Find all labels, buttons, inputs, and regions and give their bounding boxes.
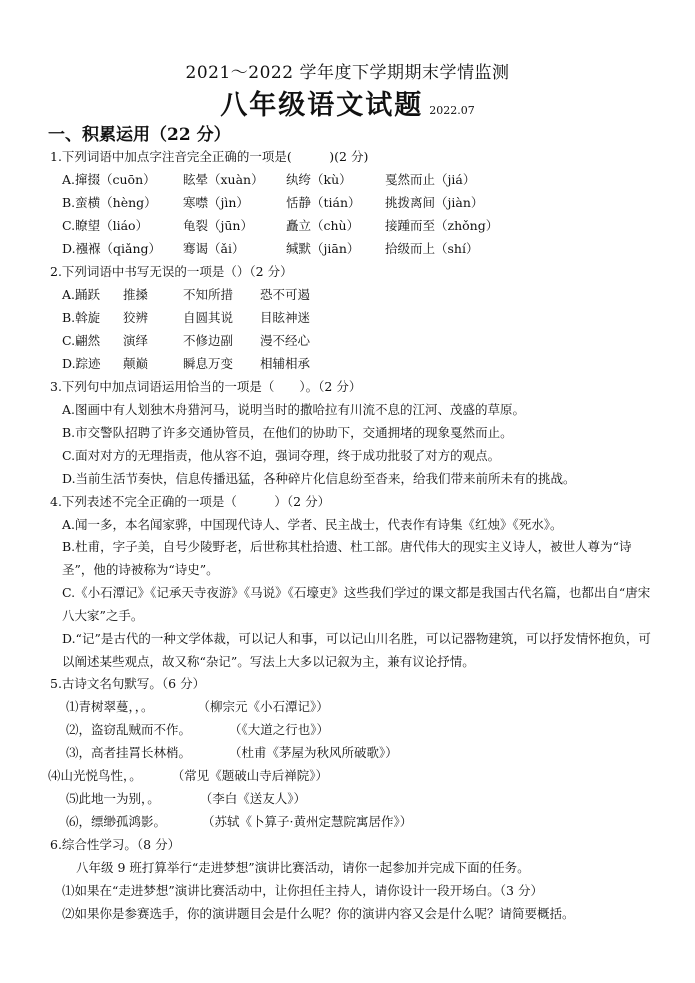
q1-b-4: 挑拨离间（jiàn） <box>385 195 484 210</box>
q3-option-b: B.市交警队招聘了许多交通协管员，在他们的协助下，交通拥堵的现象戛然而止。 <box>62 425 513 440</box>
q1-option-b <box>62 193 483 211</box>
exam-title <box>0 83 695 122</box>
q1-a-3: 纨绔（kù） <box>286 172 352 187</box>
q1-a-1: A.撺掇（cuōn） <box>62 172 156 187</box>
q5-item-4 <box>48 766 328 784</box>
q2-c-4: 漫不经心 <box>260 333 311 348</box>
q1-d-2: 骞谒（ǎi） <box>183 241 245 256</box>
q1-option-d <box>62 239 478 257</box>
q5-item-2 <box>66 720 329 738</box>
q2-d-3: 瞬息万变 <box>183 356 234 371</box>
q5-item-1-text: ⑴青树翠蔓，，。 <box>66 699 154 714</box>
q1-a-2: 眩晕（xuàn） <box>183 172 264 187</box>
q2-b-4: 目眩神迷 <box>260 310 311 325</box>
q5-item-5-text: ⑸此地一为别，。 <box>66 791 160 806</box>
q4-option-c: C.《小石潭记》《记承天寺夜游》《马说》《石壕吏》这些我们学过的课文都是我国古代名篇，也都出自“唐宋八大家”之手。 <box>62 585 651 623</box>
q3-option-d: D.当前生活节奏快，信息传播迅猛，各种碎片化信息纷至沓来，给我们带来前所未有的挑战。 <box>62 471 576 486</box>
exam-title-text: 八年级语文试题 <box>220 90 424 121</box>
q5-item-6 <box>66 812 412 830</box>
section-heading: 一、积累运用（22 分） <box>48 125 231 145</box>
q5-item-2-text: ⑵，盗窃乱贼而不作。 <box>66 722 192 737</box>
q2-b-2: 狡辨 <box>123 310 149 325</box>
q5-item-2-source: （《大道之行也》） <box>229 722 330 737</box>
question-1-stem: 1.下列词语中加点字注音完全正确的一项是( )(2 分) <box>50 149 369 164</box>
q2-option-b <box>62 308 310 326</box>
q2-a-3: 不知所措 <box>183 287 234 302</box>
q1-c-1: C.瞭望（liáo） <box>62 218 149 233</box>
q2-c-3: 不修边副 <box>183 333 234 348</box>
q6-item-1: ⑴如果在“走进梦想”演讲比赛活动中，让你担任主持人，请你设计一段开场白。（3 分） <box>62 883 543 898</box>
q6-item-2: ⑵如果你是参赛选手，你的演讲题目会是什么呢？你的演讲内容又会是什么呢？请简要概括。 <box>62 906 575 921</box>
q4-option-a: A.闻一多，本名闻家骅，中国现代诗人、学者、民主战士，代表作有诗集《红烛》《死水》。 <box>62 517 563 532</box>
q5-item-5-source: （李白《送友人》） <box>199 791 307 806</box>
q2-c-2: 演绎 <box>123 333 149 348</box>
q5-item-5 <box>66 789 306 807</box>
q5-item-3-source: （杜甫《茅屋为秋风所破歌》） <box>229 745 398 760</box>
q1-b-1: B.蛮横（hèng） <box>62 195 157 210</box>
q2-d-4: 相辅相承 <box>260 356 311 371</box>
question-2-stem: 2.下列词语中书写无误的一项是（）（2 分） <box>50 264 293 279</box>
q2-option-a <box>62 285 310 303</box>
q5-item-4-text: ⑷山光悦鸟性，。 <box>48 768 142 783</box>
q1-a-4: 戛然而止（jiá） <box>385 172 476 187</box>
q2-option-d <box>62 354 310 372</box>
q1-d-3: 缄默（jiān） <box>286 241 360 256</box>
q2-b-3: 自圆其说 <box>183 310 234 325</box>
q5-item-1-source: （柳宗元《小石潭记》） <box>197 699 329 714</box>
q4-option-b: B.杜甫，字子美，自号少陵野老，后世称其杜拾遗、杜工部。唐代伟大的现实主义诗人，被世人尊为“诗圣”，他的诗被称为“诗史”。 <box>62 539 632 577</box>
q5-item-3 <box>66 743 398 761</box>
q1-d-1: D.襁褓（qiǎng） <box>62 241 162 256</box>
exam-date: 2022.07 <box>429 104 475 117</box>
q2-b-1: B.斡旋 <box>62 310 101 325</box>
q2-d-1: D.踪迹 <box>62 356 101 371</box>
q1-option-c <box>62 216 498 234</box>
q5-item-3-text: ⑶，高者挂罥长林梢。 <box>66 745 192 760</box>
q1-c-4: 接踵而至（zhǒng） <box>385 218 499 233</box>
q1-b-3: 恬静（tián） <box>286 195 361 210</box>
q2-d-2: 颠巅 <box>123 356 149 371</box>
question-4-stem: 4.下列表述不完全正确的一项是（ ）（2 分） <box>50 494 331 509</box>
question-5-stem: 5.古诗文名句默写。（6 分） <box>50 676 206 691</box>
q2-c-1: C.翩然 <box>62 333 101 348</box>
q6-intro: 八年级 9 班打算举行“走进梦想”演讲比赛活动，请你一起参加并完成下面的任务。 <box>76 860 530 875</box>
q5-item-1 <box>66 697 329 715</box>
q5-item-6-text: ⑹，缥缈孤鸿影。 <box>66 814 167 829</box>
q1-c-2: 龟裂（jūn） <box>183 218 253 233</box>
q4-option-d: D.“记”是古代的一种文学体裁，可以记人和事，可以记山川名胜，可以记器物建筑，可以抒发情怀抱负，可以阐述某些观点，故又称“杂记”。写法上大多以记叙为主，兼有议论抒情。 <box>62 631 651 669</box>
q3-option-c: C.面对对方的无理指责，他从容不迫，强词夺理，终于成功批驳了对方的观点。 <box>62 448 501 463</box>
q5-item-4-source: （常见《题破山寺后禅院》） <box>171 768 329 783</box>
q5-item-6-source: （苏轼《卜算子·黄州定慧院寓居作》） <box>202 814 413 829</box>
q2-a-1: A.踊跃 <box>62 287 101 302</box>
q3-option-a: A.图画中有人划独木舟猎河马，说明当时的撒哈拉有川流不息的江河、茂盛的草原。 <box>62 402 526 417</box>
q1-d-4: 拾级而上（shí） <box>385 241 479 256</box>
q2-a-2: 推搡 <box>123 287 149 302</box>
term-title: 2021～2022 学年度下学期期末学情监测 <box>185 63 510 83</box>
q1-option-a <box>62 170 475 188</box>
q1-b-2: 寒噤（jìn） <box>183 195 249 210</box>
q2-a-4: 恐不可遏 <box>260 287 311 302</box>
question-3-stem: 3.下列句中加点词语运用恰当的一项是（ ）。（2 分） <box>50 379 362 394</box>
q2-option-c <box>62 331 310 349</box>
question-6-stem: 6.综合性学习。（8 分） <box>50 837 181 852</box>
q1-c-3: 矗立（chù） <box>286 218 360 233</box>
